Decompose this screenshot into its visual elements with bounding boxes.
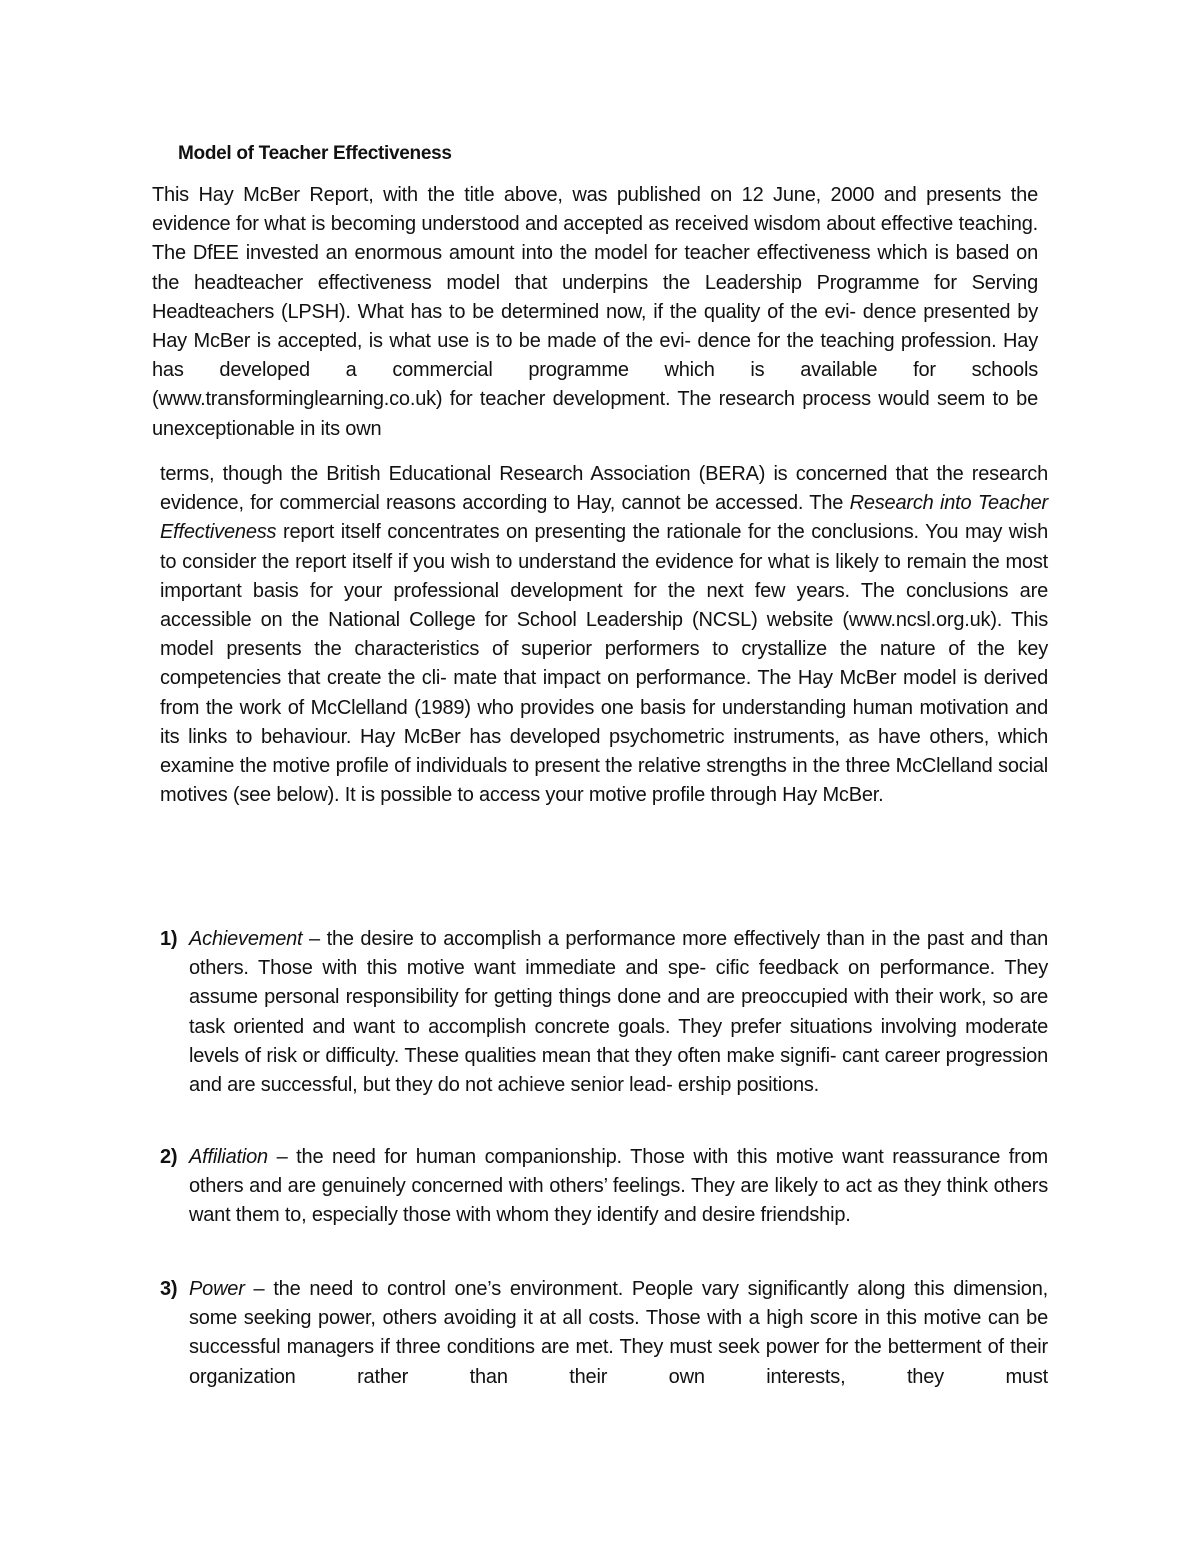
- motive-term: Achievement: [189, 928, 303, 950]
- list-number: 1): [160, 928, 178, 950]
- motive-text: – the need to control one’s environment. People vary significantly along this dimension, some seeking power, others avoiding it at all costs. Those with a high score in this motive can be successful managers if three conditions are met. They must seek power for the betterment of their organization rather than their own interests, they must: [189, 1278, 1048, 1388]
- motive-term: Power: [189, 1278, 245, 1300]
- motive-description: [189, 925, 1048, 1100]
- motive-item-power: [160, 1275, 1048, 1392]
- motive-term: Affiliation: [189, 1146, 268, 1168]
- list-number: 2): [160, 1146, 178, 1168]
- report-title-italic: Research into Teacher Effectiveness: [160, 492, 1048, 544]
- motive-text: – the desire to accomplish a performance more effectively than in the past and than others. Those with this motive want immediate and spe- cific feedback on performance. They assume personal responsibility for getting things done and are preoccupied with their work, so are task oriented and want to accomplish concrete goals. They prefer situations involving moderate levels of risk or difficulty. These qualities mean that they often make signifi- cant career progression and are successful, but they do not achieve senior lead- ership positions.: [189, 928, 1048, 1097]
- research-paragraph-text-b: report itself concentrates on presenting the rationale for the conclusions. You may wish to consider the report itself if you wish to understand the evidence for what is likely to remain the most important basis for your professional development for the next few years. The conclusions are accessible on the National College for School Leadership (NCSL) website (www.ncsl.org.uk). This model presents the characteristics of superior performers to crystallize the nature of the key competencies that create the cli- mate that impact on performance. The Hay McBer model is derived from the work of McClelland (1989) who provides one basis for understanding human motivation and its links to behaviour. Hay McBer has developed psychometric instruments, as have others, which examine the motive profile of individuals to present the relative strengths in the three McClelland social motives (see below). It is possible to access your motive profile through Hay McBer.: [160, 521, 1048, 807]
- list-number: 3): [160, 1278, 178, 1300]
- motive-item-achievement: [160, 925, 1048, 1100]
- motive-item-affiliation: [160, 1143, 1048, 1231]
- motive-description: [189, 1143, 1048, 1231]
- document-title: Model of Teacher Effectiveness: [178, 143, 452, 164]
- intro-paragraph: This Hay McBer Report, with the title above, was published on 12 June, 2000 and presents the evidence for what is becoming understood and accepted as received wisdom about effective teaching. The DfEE invested an enormous amount into the model for teacher effectiveness which is based on the headteacher effectiveness model that underpins the Leadership Programme for Serving Headteachers (LPSH). What has to be determined now, if the quality of the evi- dence presented by Hay McBer is accepted, is what use is to be made of the evi- dence for the teaching profession. Hay has developed a commercial programme which is available for schools (www.transforminglearning.co.uk) for teacher development. The research process would seem to be unexceptionable in its own: [152, 184, 1038, 440]
- motive-text: – the need for human companionship. Those with this motive want reassurance from others and are genuinely concerned with others’ feelings. They are likely to act as they think others want them to, especially those with whom they identify and desire friendship.: [189, 1146, 1048, 1227]
- motive-description: [189, 1275, 1048, 1392]
- research-paragraph: [160, 460, 1048, 810]
- research-paragraph-text-a: terms, though the British Educational Research Association (BERA) is concerned that the research evidence, for commercial reasons according to Hay, cannot be accessed. The: [160, 463, 1048, 515]
